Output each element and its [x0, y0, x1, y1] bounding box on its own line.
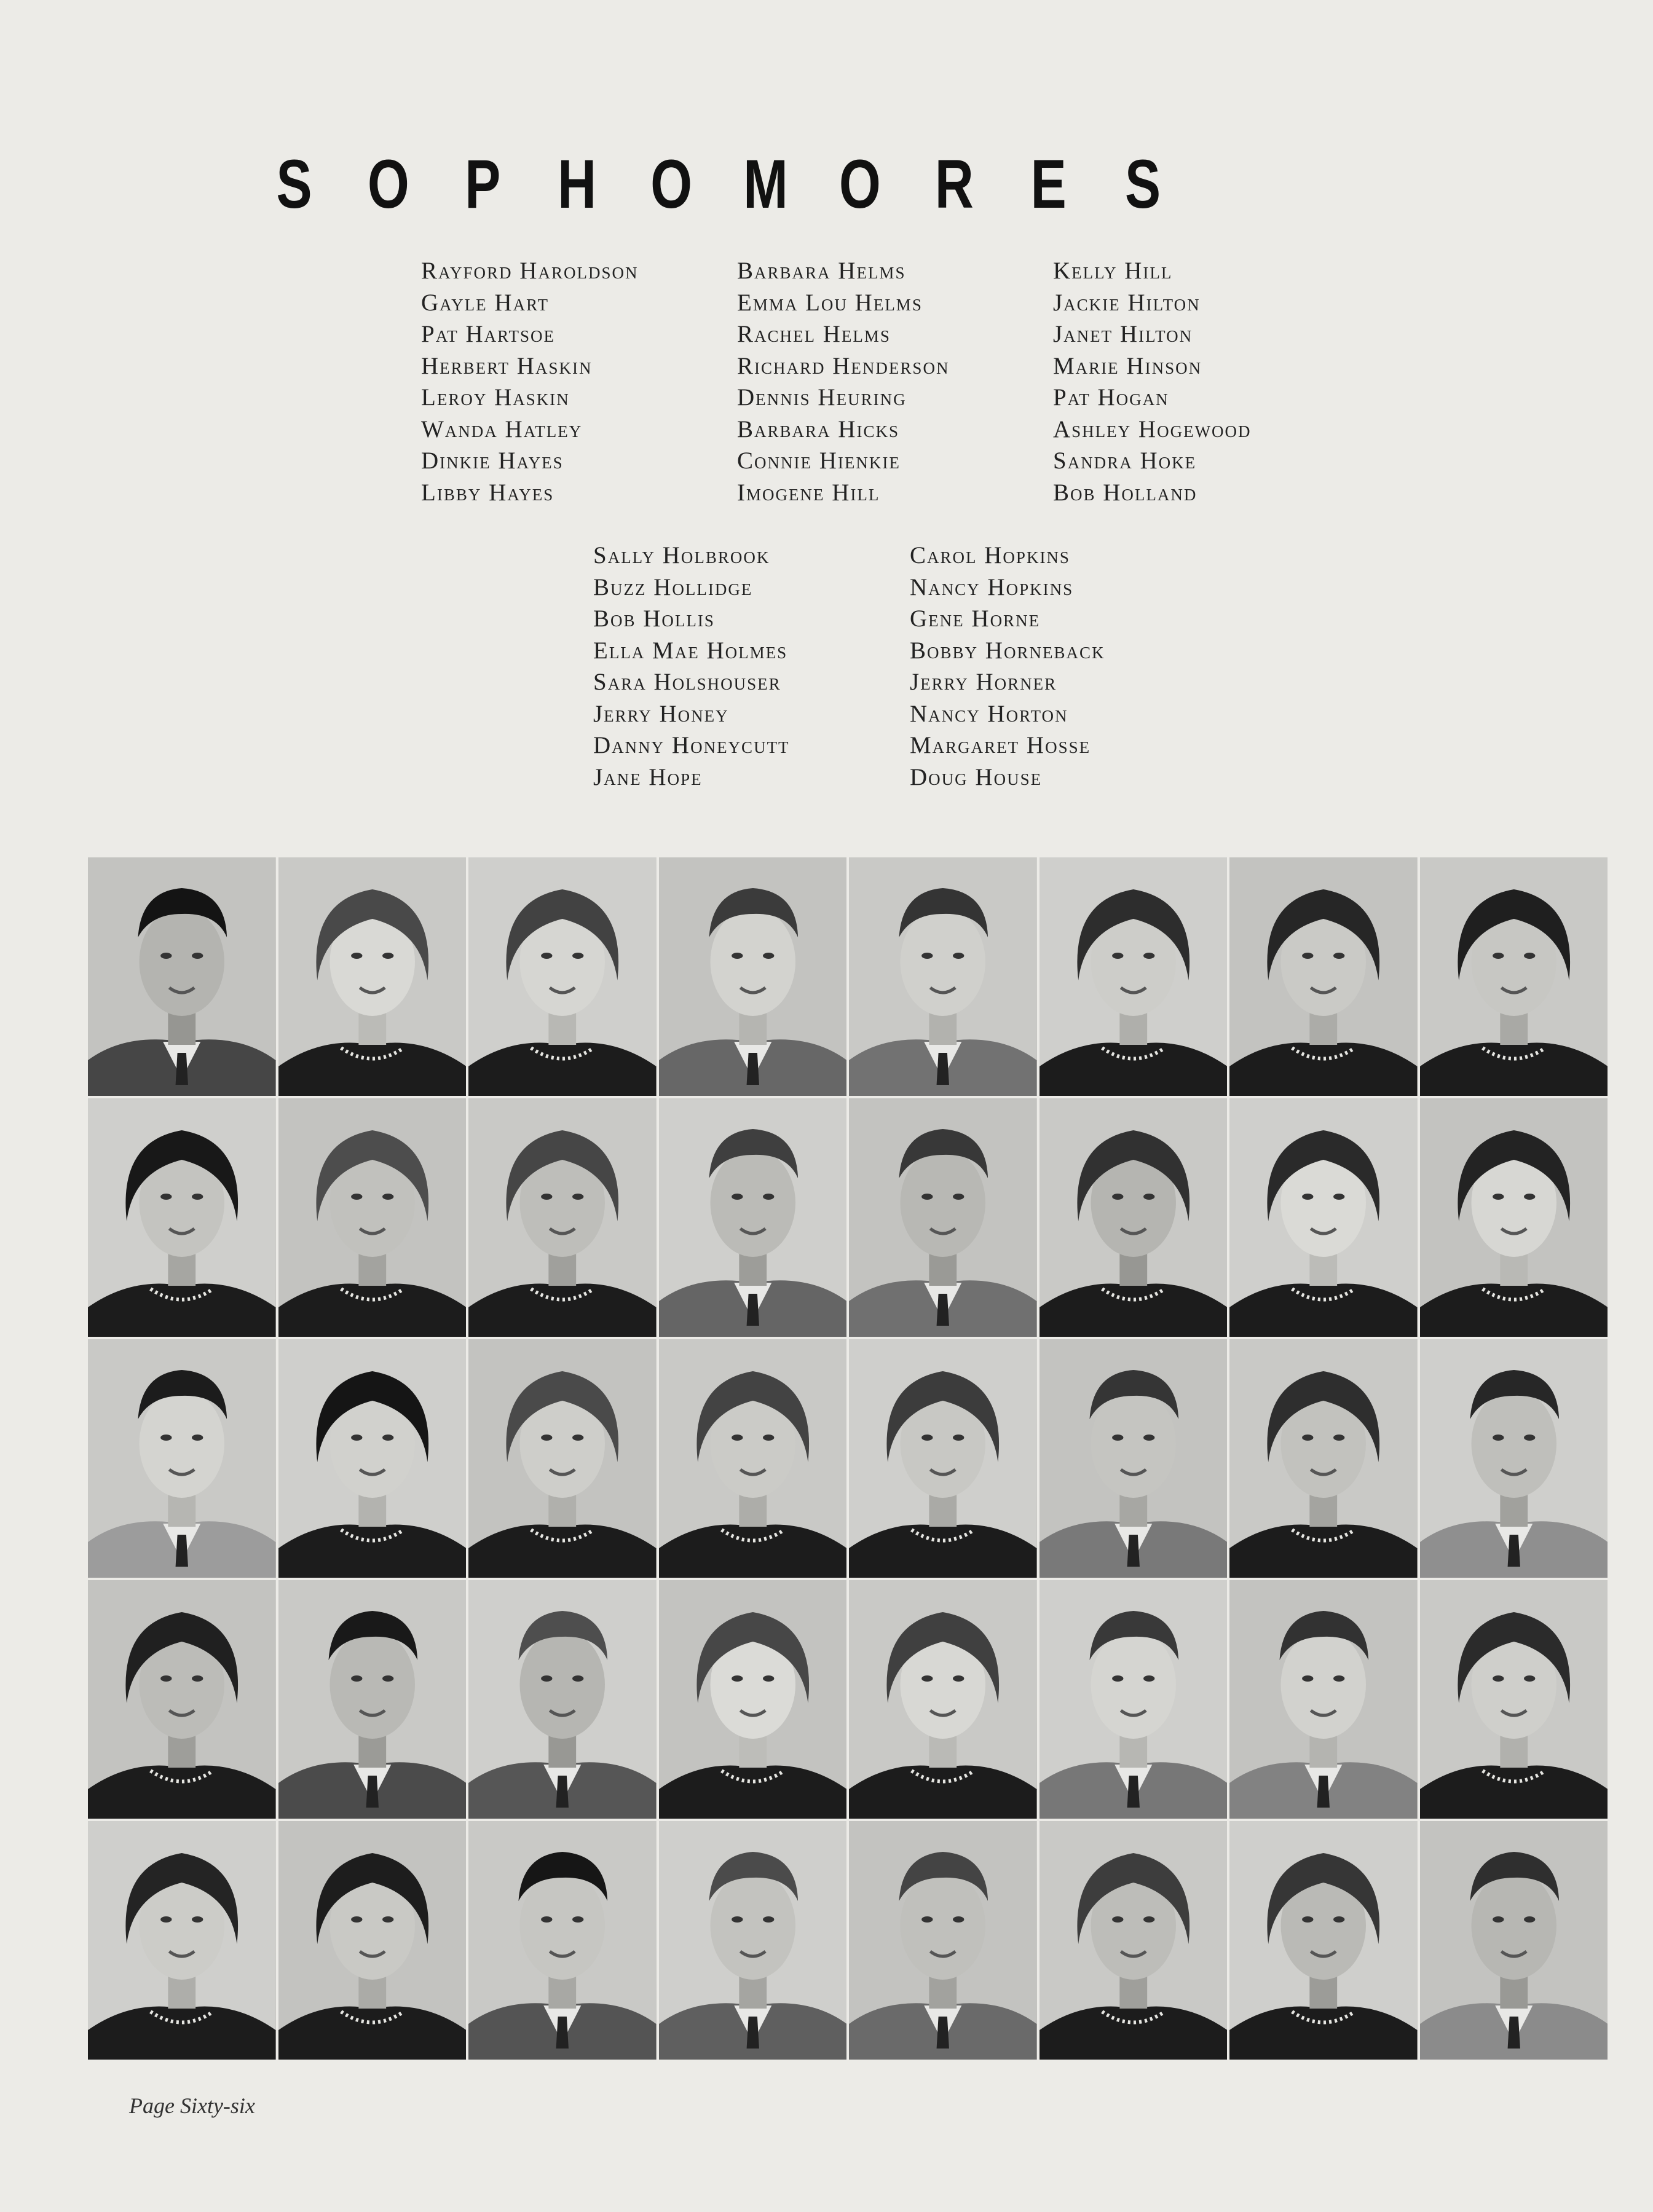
student-name: Jerry Horner — [910, 669, 1057, 695]
student-name: Marie Hinson — [1053, 352, 1202, 379]
title-letter: O — [838, 146, 881, 222]
student-portrait — [1420, 857, 1608, 1096]
student-portrait — [1420, 1098, 1608, 1337]
student-portrait — [88, 1580, 276, 1819]
student-portrait — [278, 1821, 467, 2060]
student-name: Bobby Horneback — [910, 637, 1105, 664]
student-name: Jerry Honey — [593, 700, 729, 727]
student-name: Pat Hartsoe — [421, 321, 555, 347]
student-portrait — [278, 1339, 467, 1578]
title-letter: E — [1030, 146, 1067, 222]
student-name: Libby Hayes — [421, 479, 554, 506]
student-name: Jackie Hilton — [1053, 289, 1201, 316]
student-portrait — [468, 857, 657, 1096]
student-portrait — [659, 1339, 847, 1578]
student-name: Barbara Hicks — [737, 415, 899, 443]
student-portrait — [1229, 1098, 1418, 1337]
student-name: Janet Hilton — [1053, 321, 1193, 347]
page-title — [258, 144, 1179, 224]
student-portrait — [468, 1821, 657, 2060]
student-name: Bob Holland — [1053, 479, 1197, 506]
student-portrait — [1040, 1339, 1228, 1578]
student-portrait — [1040, 1821, 1228, 2060]
student-name: Wanda Hatley — [421, 415, 583, 443]
student-name: Leroy Haskin — [421, 384, 570, 411]
student-portrait — [1229, 857, 1418, 1096]
student-name: Pat Hogan — [1053, 384, 1169, 411]
student-name: Margaret Hosse — [910, 732, 1091, 758]
student-portrait — [1040, 1098, 1228, 1337]
title-letter: O — [650, 146, 693, 222]
student-name: Ella Mae Holmes — [593, 637, 788, 664]
student-portrait — [1420, 1339, 1608, 1578]
student-name: Jane Hope — [593, 763, 703, 790]
student-name: Bob Hollis — [593, 605, 715, 632]
student-name: Rachel Helms — [737, 321, 891, 347]
names-column-1 — [421, 255, 638, 508]
student-portrait — [1420, 1580, 1608, 1819]
student-name: Connie Hienkie — [737, 447, 901, 474]
student-portrait — [1229, 1580, 1418, 1819]
student-name: Doug House — [910, 763, 1043, 790]
student-name: Gene Horne — [910, 605, 1041, 632]
student-name: Imogene Hill — [737, 479, 880, 506]
student-portrait — [278, 857, 467, 1096]
student-portrait — [849, 857, 1037, 1096]
student-portrait — [849, 1580, 1037, 1819]
student-portrait — [468, 1098, 657, 1337]
student-name: Dinkie Hayes — [421, 447, 564, 474]
student-portrait — [278, 1098, 467, 1337]
student-portrait — [659, 857, 847, 1096]
student-portrait — [849, 1339, 1037, 1578]
photo-grid — [88, 857, 1608, 2060]
student-name: Herbert Haskin — [421, 352, 593, 379]
title-letter: M — [743, 146, 788, 222]
student-name: Richard Henderson — [737, 352, 950, 379]
student-portrait — [468, 1339, 657, 1578]
student-name: Gayle Hart — [421, 289, 549, 316]
student-portrait — [88, 1098, 276, 1337]
title-letter: S — [276, 146, 312, 222]
student-name: Nancy Hopkins — [910, 573, 1074, 600]
student-portrait — [849, 1821, 1037, 2060]
student-portrait — [659, 1821, 847, 2060]
title-letter: R — [934, 146, 974, 222]
student-name: Ashley Hogewood — [1053, 415, 1252, 443]
student-portrait — [88, 1339, 276, 1578]
student-name: Nancy Horton — [910, 700, 1068, 727]
student-portrait — [1229, 1821, 1418, 2060]
names-column-3 — [1053, 255, 1252, 508]
student-name: Dennis Heuring — [737, 384, 907, 411]
student-portrait — [1040, 1580, 1228, 1819]
student-portrait — [659, 1580, 847, 1819]
page-number: Page Sixty-six — [129, 2093, 255, 2118]
title-letter: P — [465, 146, 501, 222]
names-column-4 — [593, 540, 790, 793]
student-portrait — [88, 1821, 276, 2060]
student-name: Emma Lou Helms — [737, 289, 923, 316]
student-portrait — [88, 857, 276, 1096]
student-name: Danny Honeycutt — [593, 732, 790, 758]
names-column-5 — [910, 540, 1105, 793]
student-portrait — [1229, 1339, 1418, 1578]
title-letter: H — [558, 146, 597, 222]
student-name: Barbara Helms — [737, 258, 906, 284]
names-column-2 — [737, 255, 949, 508]
student-portrait — [1420, 1821, 1608, 2060]
student-name: Kelly Hill — [1053, 258, 1173, 284]
student-name: Sandra Hoke — [1053, 447, 1197, 474]
student-portrait — [849, 1098, 1037, 1337]
student-portrait — [659, 1098, 847, 1337]
student-portrait — [468, 1580, 657, 1819]
student-name: Sally Holbrook — [593, 542, 770, 569]
student-name: Sara Holshouser — [593, 669, 781, 695]
student-name: Rayford Haroldson — [421, 258, 639, 284]
title-letter: S — [1124, 146, 1161, 222]
student-portrait — [1040, 857, 1228, 1096]
title-letter: O — [367, 146, 409, 222]
student-portrait — [278, 1580, 467, 1819]
student-name: Carol Hopkins — [910, 542, 1070, 569]
student-name: Buzz Hollidge — [593, 573, 753, 600]
